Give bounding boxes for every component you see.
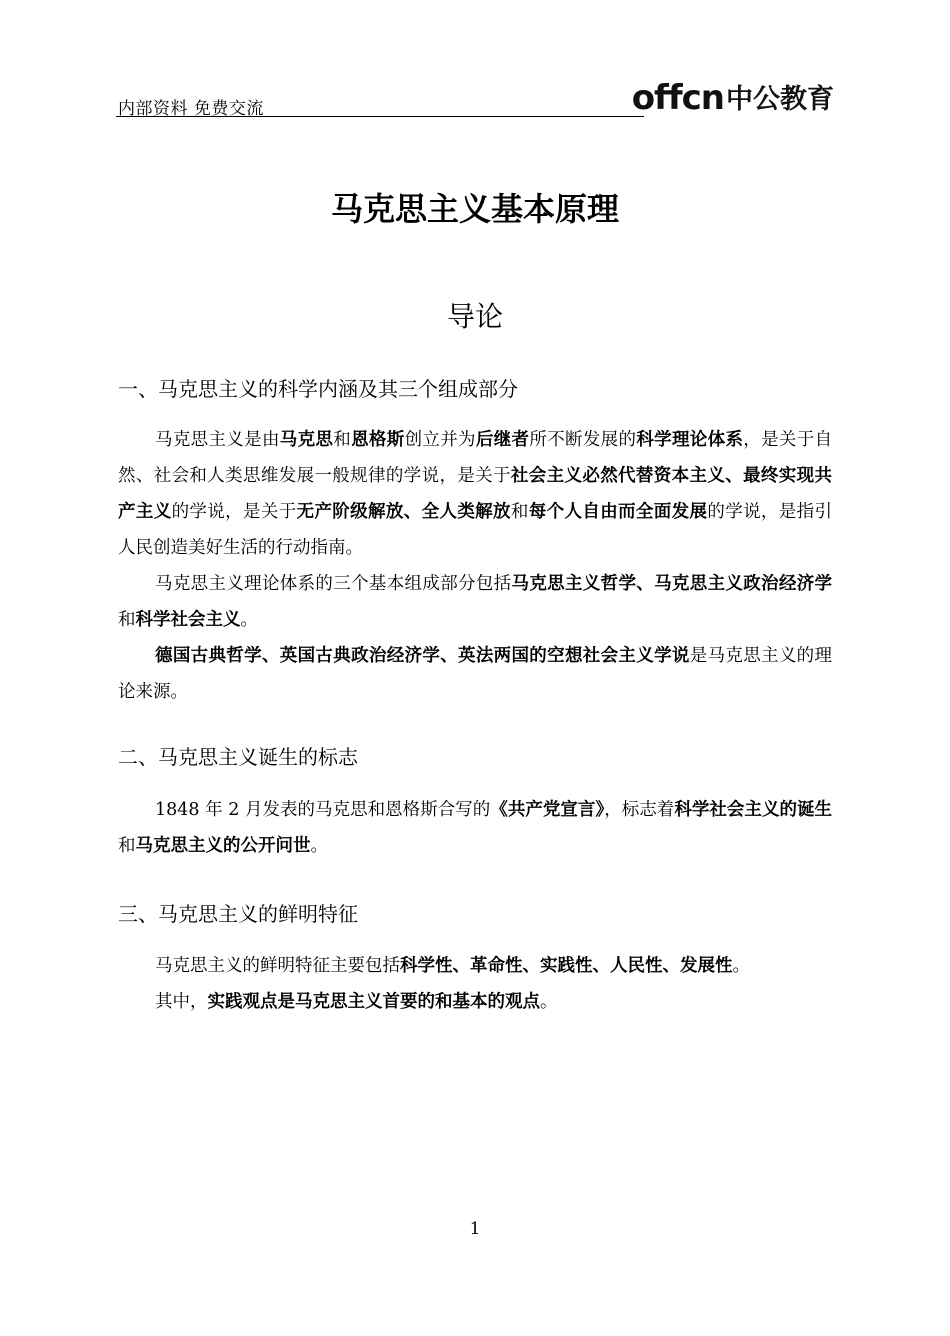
body-text: 和: [118, 836, 136, 856]
page-number: 1: [469, 1219, 481, 1239]
header-rule: [116, 116, 644, 117]
body-text: 。: [240, 610, 258, 630]
body-text: 马克思主义理论体系的三个基本组成部分包括: [155, 574, 512, 594]
emphasis-text: 社会主义必然代替资本主义、最终实现共产主义: [118, 466, 833, 522]
body-text: 。: [310, 836, 328, 856]
emphasis-text: 马克思: [279, 430, 334, 450]
offcn-logo: [632, 74, 834, 118]
logo-chinese-text: 中公教育: [726, 84, 834, 115]
section-heading-3: 三、马克思主义的鲜明特征: [118, 902, 358, 926]
emphasis-text: 马克思主义哲学、马克思主义政治经济学: [511, 574, 833, 594]
emphasis-text: 科学性、革命性、实践性、人民性、发展性: [400, 956, 733, 976]
body-text: 其中，: [155, 992, 208, 1012]
body-text: 1848 年 2 月发表的马克思和恩格斯合写的: [155, 800, 491, 820]
section-heading-1: 一、马克思主义的科学内涵及其三个组成部分: [118, 377, 518, 401]
paragraph: [118, 422, 832, 566]
emphasis-text: 实践观点是马克思主义首要的和基本的观点: [207, 992, 540, 1012]
page-header: [116, 74, 834, 118]
body-text: 是马克思主义的理论来源。: [118, 646, 833, 702]
body-text: ，是关于自然、社会和人类思维发展一般规律的学说，是关于: [118, 430, 833, 486]
emphasis-text: 《共产党宣言》: [490, 800, 605, 820]
body-text: 。: [540, 992, 558, 1012]
body-text: 和: [510, 502, 529, 522]
header-note: 内部资料 免费交流: [118, 99, 264, 119]
body-text: 和: [333, 430, 352, 450]
body-text: 马克思主义的鲜明特征主要包括: [155, 956, 400, 976]
paragraph: [118, 948, 832, 984]
document-title: 马克思主义基本原理: [330, 190, 619, 228]
emphasis-text: 每个人自由而全面发展: [528, 502, 708, 522]
body-text: 的学说，是指引人民创造美好生活的行动指南。: [118, 502, 833, 558]
body-text: ，标志着: [604, 800, 675, 820]
paragraph: [118, 566, 832, 638]
body-text: 创立并为: [404, 430, 476, 450]
emphasis-text: 恩格斯: [351, 430, 405, 450]
section-heading-2: 二、马克思主义诞生的标志: [118, 745, 358, 769]
emphasis-text: 科学社会主义的诞生: [674, 800, 833, 820]
logo-latin-text: offcn: [631, 78, 724, 118]
chapter-title: 导论: [446, 300, 503, 333]
emphasis-text: 科学理论体系: [636, 430, 744, 450]
emphasis-text: 无产阶级解放、全人类解放: [296, 502, 511, 522]
body-text: 所不断发展的: [529, 430, 637, 450]
paragraph: [118, 984, 832, 1020]
paragraph: [118, 638, 832, 710]
body-text: 。: [732, 956, 750, 976]
emphasis-text: 后继者: [475, 430, 530, 450]
body-text: 和: [118, 610, 136, 630]
body-text: 的学说，是关于: [171, 502, 297, 522]
emphasis-text: 德国古典哲学、英国古典政治经济学、英法两国的空想社会主义学说: [155, 646, 690, 666]
emphasis-text: 马克思主义的公开问世: [135, 836, 311, 856]
emphasis-text: 科学社会主义: [135, 610, 241, 630]
body-text: 马克思主义是由: [155, 430, 280, 450]
paragraph: [118, 792, 832, 864]
